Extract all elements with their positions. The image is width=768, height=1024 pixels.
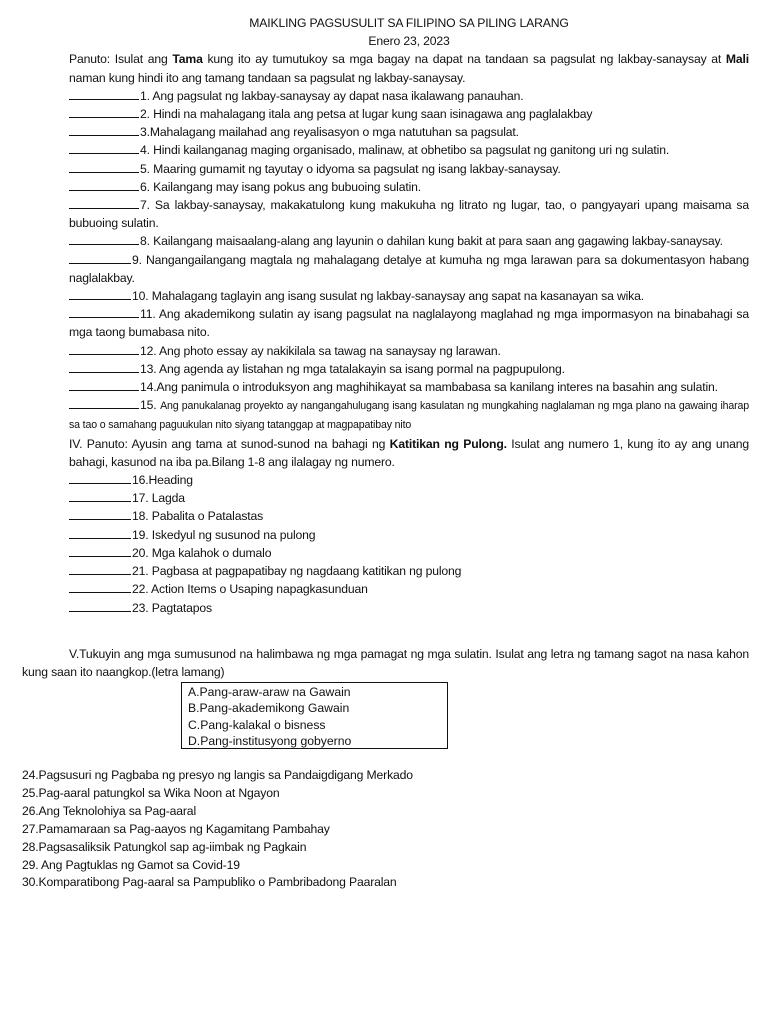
ordering-item-text: 22. Action Items o Usaping napagkasunduan	[132, 582, 368, 597]
answer-blank[interactable]	[69, 527, 131, 539]
identification-item: 25.Pag-aaral patungkol sa Wika Noon at Ngayon	[22, 785, 280, 800]
identification-item: 28.Pagsasaliksik Patungkol sap ag-iimbak ng Pagkain	[22, 839, 307, 854]
answer-blank[interactable]	[69, 197, 139, 209]
ordering-item-text: 21. Pagbasa at pagpapatibay ng nagdaang katitikan ng pulong	[132, 564, 462, 579]
choice-d: D.Pang-institusyong gobyerno	[188, 734, 352, 749]
question-item	[69, 360, 749, 378]
question-item	[69, 123, 749, 141]
identification-item: 30.Komparatibong Pag-aaral sa Pampubliko o Pambribadong Paaralan	[22, 875, 397, 890]
question-item	[69, 378, 749, 396]
answer-blank[interactable]	[69, 379, 139, 391]
katitikan-keyword: Katitikan ng Pulong.	[389, 436, 507, 451]
answer-blank[interactable]	[69, 88, 139, 100]
choices-box	[181, 682, 448, 749]
question-text: 1. Ang pagsulat ng lakbay-sanaysay ay dapat nasa ikalawang panauhan.	[140, 88, 524, 103]
answer-blank[interactable]	[69, 361, 139, 373]
answer-blank[interactable]	[69, 343, 139, 355]
ordering-item-text: 20. Mga kalahok o dumalo	[132, 545, 272, 560]
question-item	[69, 105, 749, 123]
question-item	[69, 342, 749, 360]
instructions-text: IV. Panuto: Ayusin ang tama at sunod-sunod na bahagi ng	[69, 436, 390, 451]
ordering-item	[69, 489, 749, 507]
question-text: 8. Kailangang maisaalang-alang ang layunin o dahilan kung bakit at para saan ang gagawing lakbay-sanaysay.	[140, 234, 723, 249]
document-date: Enero 23, 2023	[368, 34, 450, 49]
question-item	[69, 305, 749, 341]
question-item	[69, 287, 749, 305]
instructions-text: kung ito ay tumutukoy sa mga bagay na dapat na tandaan sa pagsulat ng lakbay-sanaysay at	[202, 52, 726, 67]
mali-keyword: Mali	[725, 52, 750, 67]
question-text: 6. Kailangang may isang pokus ang bubuoing sulatin.	[140, 179, 421, 194]
answer-blank[interactable]	[69, 545, 131, 557]
instructions-text: Isulat ang numero 1, kung ito ay ang unang bahagi, kasunod na iba pa.Bilang 1-8 ang ilalagay ng numero.	[69, 436, 750, 469]
answer-blank[interactable]	[69, 233, 139, 245]
answer-blank[interactable]	[69, 508, 131, 520]
question-item	[69, 87, 749, 105]
answer-blank[interactable]	[69, 490, 131, 502]
ordering-item	[69, 526, 749, 544]
answer-blank[interactable]	[69, 161, 139, 173]
ordering-item-text: 23. Pagtatapos	[132, 600, 212, 615]
question-item	[69, 196, 749, 232]
question-text: 3.Mahalagang mailahad ang reyalisasyon o mga natutuhan sa pagsulat.	[140, 125, 519, 140]
question-text: Ang panukalanag proyekto ay nangangahulugang isang kasulatan ng mungkahing naglalaman ng mga plano na gawaing iharap sa tao o samahang paguukulan nito siyang tatanggap at magpapatibay nito	[69, 400, 749, 432]
ordering-item-text: 19. Iskedyul ng susunod na pulong	[132, 527, 316, 542]
question-item	[69, 396, 749, 434]
question-item	[69, 178, 749, 196]
question-text: 11. Ang akademikong sulatin ay isang pagsulat na naglalayong maglahad ng mga impormasyon na binabahagi sa mga taong bumabasa nito.	[69, 307, 749, 340]
identification-items	[22, 767, 742, 892]
answer-blank[interactable]	[69, 397, 139, 409]
answer-blank[interactable]	[69, 600, 131, 612]
answer-blank[interactable]	[69, 581, 131, 593]
question-text: 4. Hindi kailanganag maging organisado, malinaw, at obhetibo sa pagsulat ng ganitong uri ng sulatin.	[140, 143, 670, 158]
document-title: MAIKLING PAGSUSULIT SA FILIPINO SA PILING LARANG	[249, 16, 569, 30]
ordering-item	[69, 544, 749, 562]
question-item	[69, 232, 749, 250]
ordering-item-text: 16.Heading	[132, 473, 193, 488]
ordering-item	[69, 580, 749, 598]
instructions-section-1	[69, 50, 749, 86]
question-number: 15.	[140, 398, 161, 413]
answer-blank[interactable]	[69, 106, 139, 118]
question-text: 7. Sa lakbay-sanaysay, makakatulong kung makukuha ng litrato ng lugar, tao, o pangyayari upang maisama sa bubuoing sulatin.	[69, 198, 749, 231]
instructions-section-4	[69, 435, 749, 471]
true-false-items	[69, 87, 749, 396]
question-text: 9. Nangangailangang magtala ng mahalagang detalye at kumuha ng mga larawan para sa dokumentasyon habang naglalakbay.	[69, 252, 749, 285]
choice-a: A.Pang-araw-araw na Gawain	[188, 685, 351, 699]
choice-b: B.Pang-akademikong Gawain	[188, 701, 350, 716]
question-item	[69, 141, 749, 159]
answer-blank[interactable]	[69, 142, 139, 154]
question-item	[69, 251, 749, 287]
instructions-text: V.Tukuyin ang mga sumusunod na halimbawa ng mga pamagat ng mga sulatin. Isulat ang letra ng tamang sagot na nasa kahon kung saan ito naangkop.(letra lamang)	[22, 647, 749, 680]
question-text: 5. Maaring gumamit ng tayutay o idyoma sa pagsulat ng isang lakbay-sanaysay.	[140, 161, 561, 176]
identification-item: 29. Ang Pagtuklas ng Gamot sa Covid-19	[22, 857, 240, 872]
question-text: 2. Hindi na mahalagang itala ang petsa at lugar kung saan isinagawa ang paglalakbay	[140, 107, 593, 122]
instructions-section-5	[22, 645, 749, 681]
answer-blank[interactable]	[69, 563, 131, 575]
ordering-item	[69, 599, 749, 617]
ordering-item-text: 17. Lagda	[132, 491, 185, 506]
question-text: 10. Mahalagang taglayin ang isang susulat ng lakbay-sanaysay ang sapat na kasanayan sa wika.	[132, 289, 644, 304]
choice-c: C.Pang-kalakal o bisness	[188, 717, 326, 732]
ordering-item-text: 18. Pabalita o Patalastas	[132, 509, 264, 524]
answer-blank[interactable]	[69, 179, 139, 191]
question-text: 14.Ang panimula o introduksyon ang maghihikayat sa mambabasa sa kanilang interes na basahin ang sulatin.	[140, 380, 718, 395]
identification-item: 24.Pagsusuri ng Pagbaba ng presyo ng langis sa Pandaigdigang Merkado	[22, 768, 413, 782]
question-item	[69, 160, 749, 178]
document-body	[69, 14, 749, 617]
tama-keyword: Tama	[172, 52, 203, 67]
ordering-items	[69, 471, 749, 617]
answer-blank[interactable]	[69, 472, 131, 484]
answer-blank[interactable]	[69, 306, 139, 318]
answer-blank[interactable]	[69, 288, 131, 300]
instructions-text: Panuto: Isulat ang	[69, 52, 173, 67]
instructions-text: naman kung hindi ito ang tamang tandaan sa pagsulat ng lakbay-sanaysay.	[69, 70, 466, 85]
question-text: 13. Ang agenda ay listahan ng mga tatalakayin sa isang pormal na pagpupulong.	[140, 361, 565, 376]
answer-blank[interactable]	[69, 124, 139, 136]
ordering-item	[69, 471, 749, 489]
ordering-item	[69, 562, 749, 580]
ordering-item	[69, 507, 749, 525]
identification-item: 27.Pamamaraan sa Pag-aayos ng Kagamitang Pambahay	[22, 821, 330, 836]
identification-item: 26.Ang Teknolohiya sa Pag-aaral	[22, 803, 196, 818]
question-text: 12. Ang photo essay ay nakikilala sa tawag na sanaysay ng larawan.	[140, 343, 501, 358]
answer-blank[interactable]	[69, 252, 131, 264]
